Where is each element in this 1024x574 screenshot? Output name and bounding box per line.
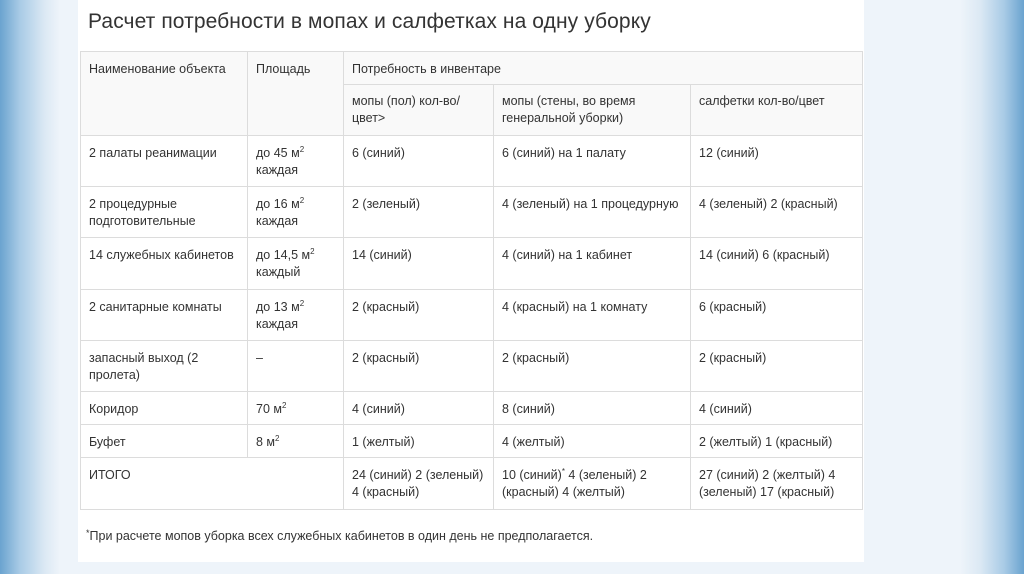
cell-wipes: 4 (зеленый) 2 (красный) [691,187,863,238]
cell-object: 2 санитарные комнаты [81,290,248,341]
total-row [81,458,863,510]
cell-object: Буфет [81,425,248,458]
area-value: 70 м [256,402,282,416]
cell-object: 2 палаты реанимации [81,136,248,187]
cell-floor-mops: 14 (синий) [344,238,494,290]
area-unit-superscript: 2 [299,196,305,205]
area-value: до 45 м [256,146,300,160]
table-row [81,238,863,290]
header-area: Площадь [248,52,344,136]
cell-object: 14 служебных кабинетов [81,238,248,290]
cell-wall-mops: 4 (красный) на 1 комнату [494,290,691,341]
table-row [81,341,863,392]
cell-wipes: 14 (синий) 6 (красный) [691,238,863,290]
area-unit-superscript: 2 [275,434,280,443]
cell-object: Коридор [81,392,248,425]
area-value: до 13 м [256,300,300,314]
cell-floor-mops: 6 (синий) [344,136,494,187]
total-walls-main: 10 (синий) [502,468,562,482]
total-wall-mops [494,458,691,510]
footnote-text: При расчете мопов уборка всех служебных кабинетов в один день не предполагается. [89,529,594,543]
area-value: до 14,5 м [256,248,311,262]
cell-area [248,425,344,458]
footnote-marker: * [86,528,90,538]
cell-wall-mops: 2 (красный) [494,341,691,392]
footnote [86,528,593,543]
cell-floor-mops: 4 (синий) [344,392,494,425]
cell-wipes: 2 (желтый) 1 (красный) [691,425,863,458]
header-floor-mops: мопы (пол) кол-во/цвет> [344,85,494,136]
area-value: до 16 м [256,197,300,211]
area-value: 8 м [256,435,276,449]
total-wipes: 27 (синий) 2 (желтый) 4 (зеленый) 17 (красный) [691,458,863,510]
total-label: ИТОГО [81,458,344,510]
cell-area [248,136,344,187]
inventory-table [80,51,863,510]
cell-wall-mops: 4 (зеленый) на 1 процедурную [494,187,691,238]
cell-area [248,392,344,425]
area-unit-superscript: 2 [310,247,315,256]
area-qualifier: каждый [256,265,301,279]
table-row [81,392,863,425]
cell-wipes: 6 (красный) [691,290,863,341]
cell-wall-mops: 6 (синий) на 1 палату [494,136,691,187]
area-value: – [256,351,263,365]
slide [78,0,864,562]
cell-object: запасный выход (2 пролета) [81,341,248,392]
header-need: Потребность в инвентаре [344,52,863,85]
table-row [81,136,863,187]
header-wall-mops: мопы (стены, во время генеральной уборки) [494,85,691,136]
cell-wipes: 12 (синий) [691,136,863,187]
cell-wall-mops: 4 (желтый) [494,425,691,458]
area-qualifier: каждая [256,214,299,228]
header-row [81,52,863,85]
table-row [81,425,863,458]
cell-floor-mops: 2 (красный) [344,341,494,392]
total-walls-rest: 4 (зеленый) 2 (красный) 4 (желтый) [502,468,647,499]
cell-floor-mops: 1 (желтый) [344,425,494,458]
total-floor-mops: 24 (синий) 2 (зеленый) 4 (красный) [344,458,494,510]
area-unit-superscript: 2 [299,299,305,308]
cell-floor-mops: 2 (зеленый) [344,187,494,238]
header-wipes: салфетки кол-во/цвет [691,85,863,136]
slide-title: Расчет потребности в мопах и салфетках на одну уборку [88,10,651,33]
cell-area [248,290,344,341]
cell-wall-mops: 8 (синий) [494,392,691,425]
cell-wipes: 4 (синий) [691,392,863,425]
area-qualifier: каждая [256,163,299,177]
cell-area [248,341,344,392]
cell-area [248,238,344,290]
cell-area [248,187,344,238]
header-object: Наименование объекта [81,52,248,136]
cell-wipes: 2 (красный) [691,341,863,392]
cell-wall-mops: 4 (синий) на 1 кабинет [494,238,691,290]
cell-floor-mops: 2 (красный) [344,290,494,341]
cell-object: 2 процедурные подготовительные [81,187,248,238]
table-row [81,290,863,341]
area-qualifier: каждая [256,317,299,331]
area-unit-superscript: 2 [281,401,287,410]
area-unit-superscript: 2 [299,145,305,154]
total-walls-footnote-marker: * [561,467,565,476]
table-row [81,187,863,238]
